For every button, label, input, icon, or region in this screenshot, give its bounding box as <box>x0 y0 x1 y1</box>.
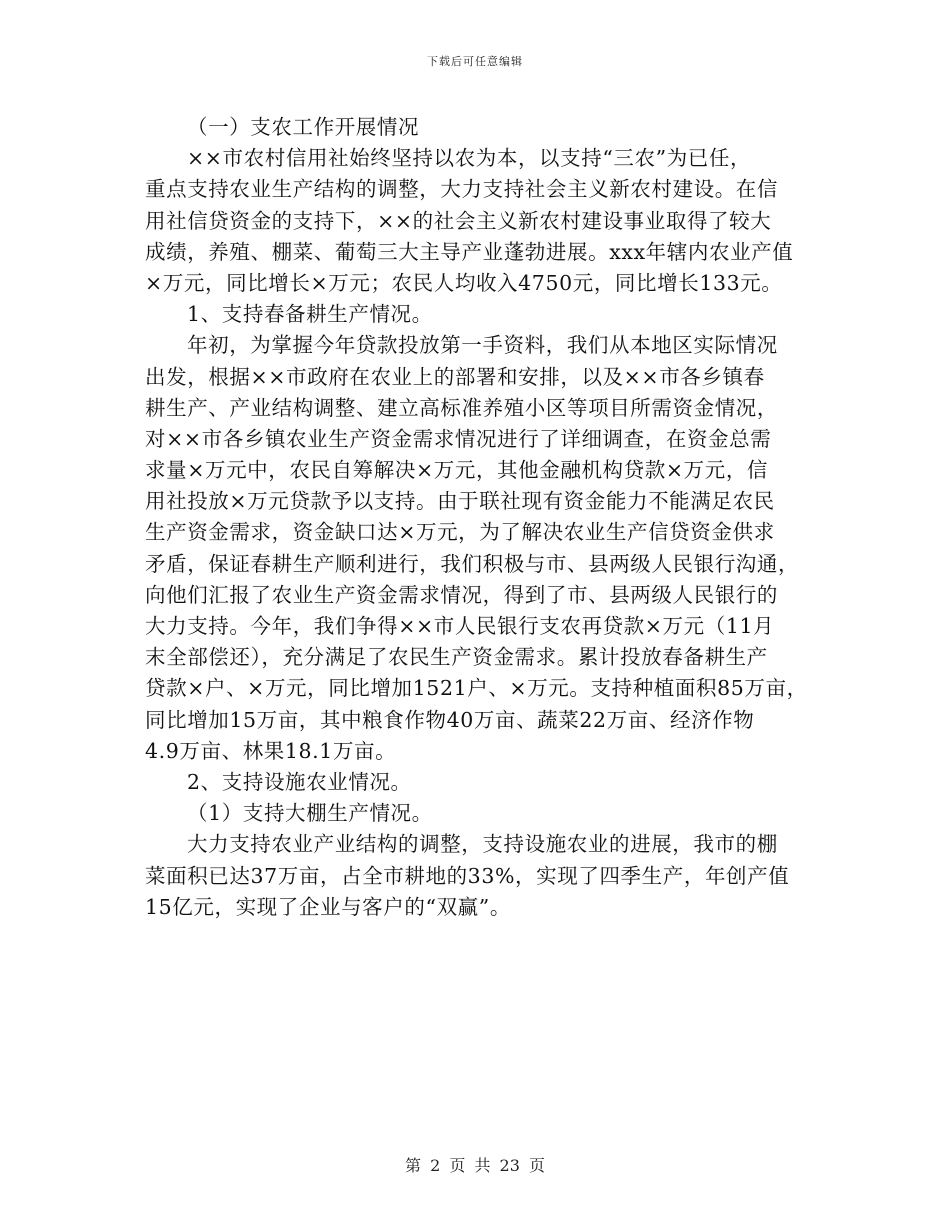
paragraph-line: 大力支持农业产业结构的调整，支持设施农业的进展，我市的棚 <box>187 832 778 857</box>
paragraph-line: 同比增加15万亩，其中粮食作物40万亩、蔬菜22万亩、经济作物 <box>145 707 755 732</box>
paragraph-line: 年初，为掌握今年贷款投放第一手资料，我们从本地区实际情况 <box>187 333 778 358</box>
paragraph-line: 用社信贷资金的支持下，××的社会主义新农村建设事业取得了较大 <box>145 208 772 233</box>
paragraph-line: 用社投放×万元贷款予以支持。由于联社现有资金能力不能满足农民 <box>145 489 775 514</box>
paragraph-line: 重点支持农业生产结构的调整，大力支持社会主义新农村建设。在信 <box>145 177 778 202</box>
paragraph-line: 求量×万元中，农民自筹解决×万元，其他金融机构贷款×万元，信 <box>145 458 769 483</box>
paragraph-line: 4.9万亩、林果18.1万亩。 <box>145 738 397 763</box>
paragraph-line: 大力支持。今年，我们争得××市人民银行支农再贷款×万元（11月 <box>145 614 775 638</box>
paragraph-line: 成绩，养殖、棚菜、葡萄三大主导产业蓬勃进展。xxx年辖内农业产值 <box>145 239 794 264</box>
paragraph-line: ××市农村信用社始终坚持以农为本，以支持“三农”为已任， <box>187 146 752 171</box>
paragraph-line: 矛盾，保证春耕生产顺利进行，我们积极与市、县两级人民银行沟通， <box>145 551 800 576</box>
subsection-heading: （1）支持大棚生产情况。 <box>187 801 433 826</box>
paragraph-line: 菜面积已达37万亩，占全市耕地的33%，实现了四季生产，年创产值 <box>145 863 790 888</box>
paragraph-line: 向他们汇报了农业生产资金需求情况，得到了市、县两级人民银行的 <box>145 582 778 607</box>
paragraph-line: 对××市各乡镇农业生产资金需求情况进行了详细调查，在资金总需 <box>145 426 772 451</box>
paragraph-line: ×万元，同比增长×万元；农民人均收入4750元，同比增长133元。 <box>145 270 783 295</box>
page-footer: 第 2 页 共 23 页 <box>405 1156 545 1175</box>
subsection-heading: 2、支持设施农业情况。 <box>187 769 412 794</box>
paragraph-line: 15亿元，实现了企业与客户的“双赢”。 <box>145 894 511 919</box>
paragraph-line: 生产资金需求，资金缺口达×万元，为了解决农业生产信贷资金供求 <box>145 520 775 545</box>
page-header: 下载后可任意编辑 <box>427 55 523 68</box>
paragraph-line: 出发，根据××市政府在农业上的部署和安排，以及××市各乡镇春 <box>145 364 765 389</box>
paragraph-line: 耕生产、产业结构调整、建立高标准养殖小区等项目所需资金情况， <box>145 395 778 420</box>
document-body <box>145 112 835 923</box>
paragraph-line: 贷款×户、×万元，同比增加1521户、×万元。支持种植面积85万亩， <box>145 676 808 701</box>
paragraph-line: 末全部偿还），充分满足了农民生产资金需求。累计投放春备耕生产 <box>145 645 768 670</box>
subsection-heading: 1、支持春备耕生产情况。 <box>187 302 433 327</box>
section-heading: （一）支农工作开展情况 <box>187 115 420 139</box>
